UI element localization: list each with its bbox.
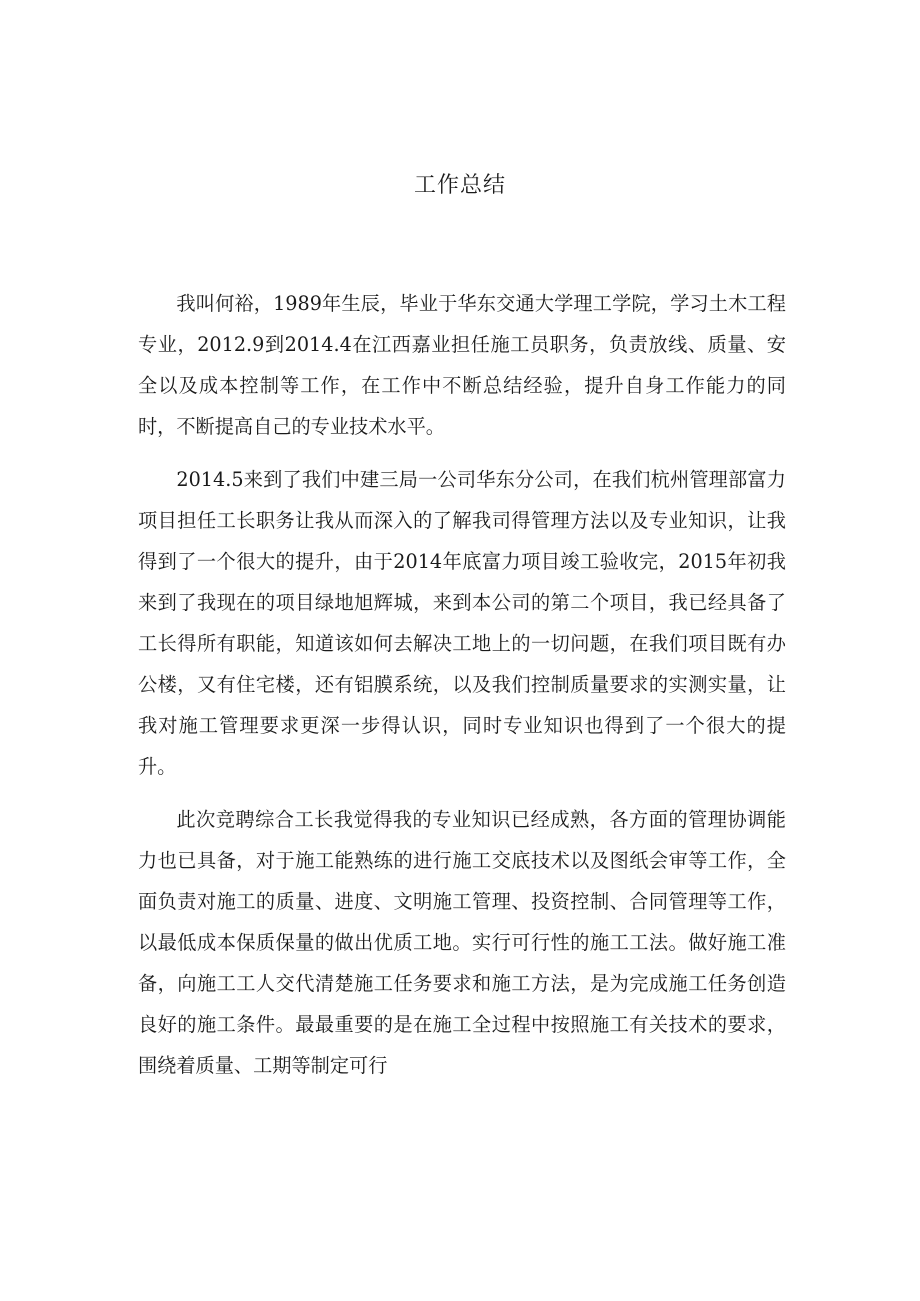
- paragraph-2: 2014.5来到了我们中建三局一公司华东分公司，在我们杭州管理部富力项目担任工长职务让我从而深入的了解我司得管理方法以及专业知识，让我得到了一个很大的提升，由于2014年底富力项目竣工验收完，2015年初我来到了我现在的项目绿地旭辉城，来到本公司的第二个项目，我已经具备了工长得所有职能，知道该如何去解决工地上的一切问题，在我们项目既有办公楼，又有住宅楼，还有铝膜系统，以及我们控制质量要求的实测实量，让我对施工管理要求更深一步得认识，同时专业知识也得到了一个很大的提升。: [138, 468, 786, 778]
- document-title: 工作总结: [413, 173, 506, 198]
- paragraph-3: 此次竞聘综合工长我觉得我的专业知识已经成熟，各方面的管理协调能力也已具备，对于施工能熟练的进行施工交底技术以及图纸会审等工作，全面负责对施工的质量、进度、文明施工管理、投资控制、合同管理等工作，以最低成本保质保量的做出优质工地。实行可行性的施工工法。做好施工准备，向施工工人交代清楚施工任务要求和施工方法，是为完成施工任务创造良好的施工条件。最最重要的是在施工全过程中按照施工有关技术的要求，围绕着质量、工期等制定可行: [138, 808, 786, 1077]
- document-body: [138, 283, 786, 1098]
- paragraph-1: 我叫何裕，1989年生辰，毕业于华东交通大学理工学院，学习土木工程专业，2012.9到2014.4在江西嘉业担任施工员职务，负责放线、质量、安全以及成本控制等工作，在工作中不断总结经验，提升自身工作能力的同时，不断提高自己的专业技术水平。: [138, 292, 786, 438]
